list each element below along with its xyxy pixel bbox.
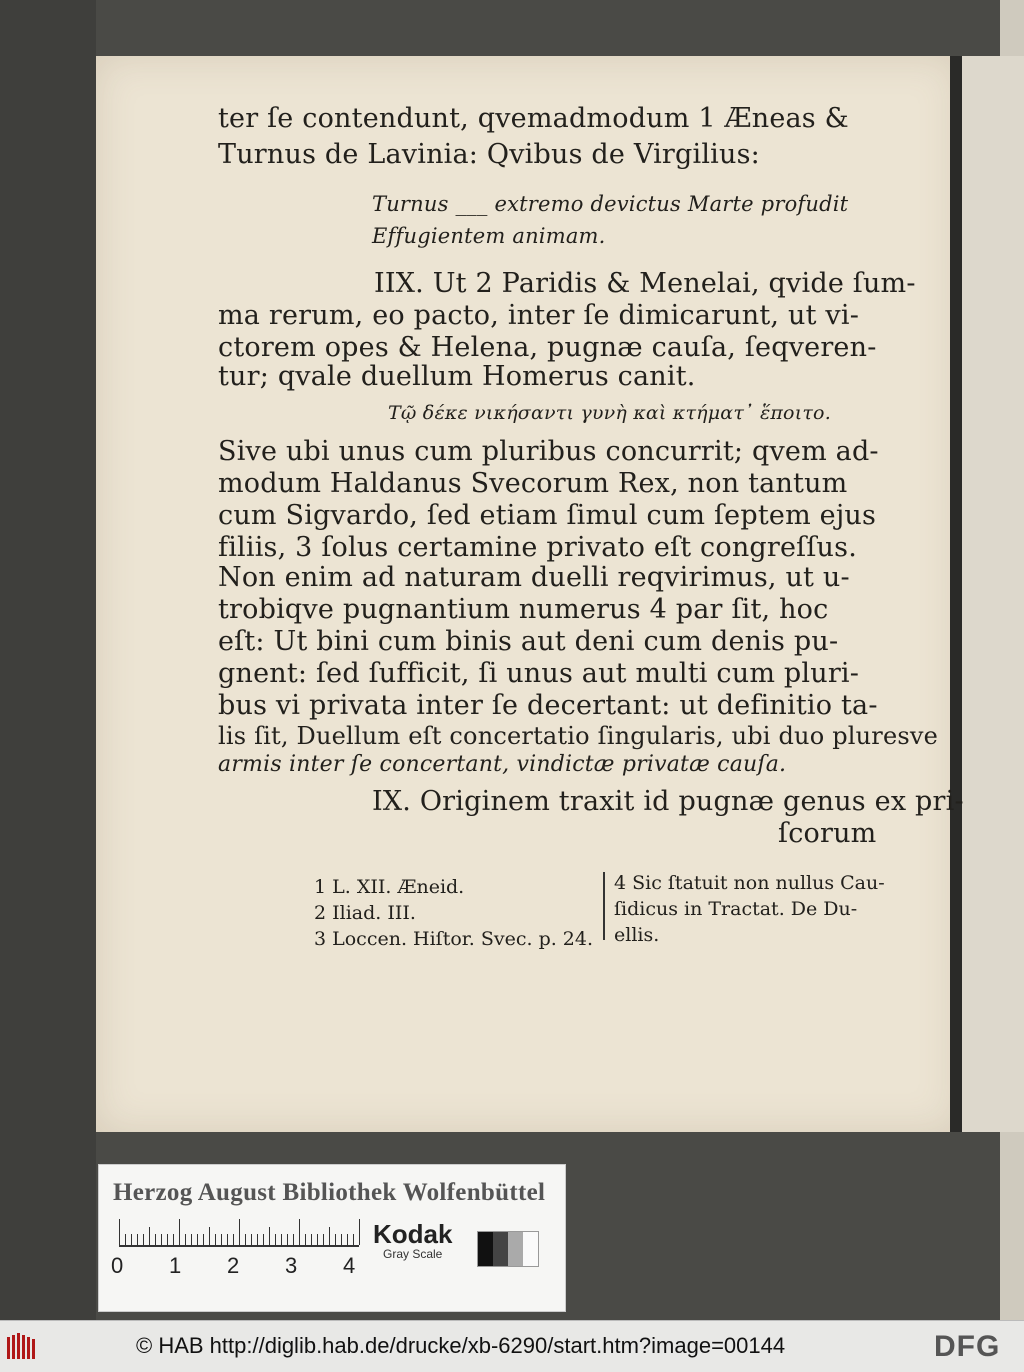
text-line: gnent: ſed ſufficit, ſi unus aut multi cum pluri- — [218, 658, 860, 689]
ruler-tick — [167, 1234, 168, 1245]
gray-patch — [508, 1232, 523, 1266]
gray-patch — [478, 1232, 493, 1266]
ruler-tick — [275, 1234, 276, 1245]
footnote: ellis. — [614, 924, 660, 946]
scan-left-margin — [0, 0, 96, 1320]
text-line: Non enim ad naturam duelli reqvirimus, ut u- — [218, 562, 850, 593]
verse-line: Effugientem animam. — [372, 224, 606, 248]
ruler-tick — [191, 1234, 192, 1245]
text-line: bus vi privata inter ſe decertant: ut definitio ta- — [218, 690, 878, 721]
ruler-tick — [137, 1234, 138, 1245]
gray-patches — [477, 1231, 539, 1267]
ruler-tick — [185, 1234, 186, 1245]
scale-ruler — [119, 1219, 359, 1247]
next-page-strip — [962, 56, 1024, 1132]
ruler-tick — [143, 1234, 144, 1245]
ruler-tick — [317, 1234, 318, 1245]
footer-bar — [0, 1320, 1024, 1372]
ruler-tick — [329, 1227, 330, 1245]
ruler-tick — [161, 1234, 162, 1245]
gray-patch — [493, 1232, 508, 1266]
text-line: filiis, 3 ſolus certamine privato eſt congreſſus. — [218, 532, 857, 563]
ruler-number: 3 — [285, 1253, 298, 1278]
library-name: Herzog August Bibliothek Wolfenbüttel — [113, 1179, 546, 1206]
ruler-tick — [281, 1234, 282, 1245]
ruler-tick — [269, 1227, 270, 1245]
ruler-tick — [287, 1234, 288, 1245]
definition-line: armis inter ſe concertant, vindictæ privatæ cauſa. — [218, 752, 787, 777]
ruler-tick — [239, 1219, 240, 1245]
text-line: ctorem opes & Helena, pugnæ cauſa, ſeqveren- — [218, 332, 877, 363]
ruler-tick — [209, 1227, 210, 1245]
footnote-divider — [603, 872, 605, 940]
ruler-tick — [353, 1234, 354, 1245]
text-line: eſt: Ut bini cum binis aut deni cum denis pu- — [218, 626, 839, 657]
ruler-tick — [245, 1234, 246, 1245]
ruler-tick — [251, 1234, 252, 1245]
ruler-tick — [335, 1234, 336, 1245]
ruler-tick — [179, 1219, 180, 1245]
text-line: ter ſe contendunt, qvemadmodum 1 Æneas & — [218, 103, 849, 134]
ruler-tick — [323, 1234, 324, 1245]
ruler-tick — [125, 1234, 126, 1245]
library-calibration-label — [98, 1164, 566, 1312]
ruler-tick — [221, 1234, 222, 1245]
footer-link[interactable]: © HAB http://diglib.hab.de/drucke/xb-6290/start.htm?image=00144 — [136, 1333, 786, 1358]
definition-line: lis ſit, Duellum eſt concertatio ſingularis, ubi duo pluresve — [218, 722, 939, 750]
text-line: Sive ubi unus cum pluribus concurrit; qvem ad- — [218, 436, 879, 467]
footnote: 2 Iliad. III. — [314, 902, 416, 924]
greek-quote: Τῷ δέκε νικήσαντι γυνὴ καὶ κτήματ᾽ ἕποιτο. — [388, 402, 831, 424]
ruler-tick — [311, 1234, 312, 1245]
ruler-tick — [119, 1219, 120, 1245]
verse-line: Turnus ___ extremo devictus Marte profudit — [372, 192, 849, 216]
ruler-tick — [347, 1234, 348, 1245]
text-line: trobiqve pugnantium numerus 4 par ſit, hoc — [218, 594, 829, 625]
footnote: 1 L. XII. Æneid. — [314, 876, 465, 898]
ruler-tick — [173, 1234, 174, 1245]
footnote: 4 Sic ſtatuit non nullus Cau- — [614, 872, 885, 894]
section-heading-line: IIX. Ut 2 Paridis & Menelai, qvide ſum- — [374, 268, 916, 299]
ruler-tick — [155, 1234, 156, 1245]
ruler-number: 2 — [227, 1253, 240, 1278]
gray-scale-caption: Gray Scale — [383, 1247, 443, 1261]
hab-logo-icon — [6, 1333, 40, 1361]
ruler-tick — [263, 1234, 264, 1245]
ruler-tick — [215, 1234, 216, 1245]
gray-patch — [523, 1232, 538, 1266]
ruler-tick — [299, 1219, 300, 1245]
kodak-logo: Kodak — [373, 1219, 453, 1249]
ruler-tick — [257, 1234, 258, 1245]
text-line: modum Haldanus Svecorum Rex, non tantum — [218, 468, 848, 499]
ruler-tick — [293, 1234, 294, 1245]
ruler-number: 1 — [169, 1253, 182, 1278]
text-line: cum Sigvardo, ſed etiam ſimul cum ſeptem ejus — [218, 500, 877, 531]
footnote: ſidicus in Tractat. De Du- — [614, 898, 858, 920]
ruler-number: 0 — [111, 1253, 124, 1278]
text-line: tur; qvale duellum Homerus canit. — [218, 361, 696, 392]
footnote: 3 Loccen. Hiſtor. Svec. p. 24. — [314, 928, 594, 950]
text-line: Turnus de Lavinia: Qvibus de Virgilius: — [218, 139, 760, 170]
ruler-tick — [341, 1234, 342, 1245]
ruler-tick — [149, 1227, 150, 1245]
ruler-tick — [197, 1234, 198, 1245]
ruler-tick — [233, 1234, 234, 1245]
ruler-tick — [131, 1234, 132, 1245]
ruler-tick — [227, 1234, 228, 1245]
text-line: ma rerum, eo pacto, inter ſe dimicarunt, ut vi- — [218, 300, 860, 331]
ruler-number: 4 — [343, 1253, 356, 1278]
catchword: ſcorum — [778, 818, 877, 849]
dfg-logo: DFG — [934, 1330, 1001, 1363]
section-heading-line: IX. Originem traxit id pugnæ genus ex pri- — [372, 786, 964, 817]
ruler-tick — [305, 1234, 306, 1245]
ruler-tick — [203, 1234, 204, 1245]
ruler-tick — [359, 1219, 360, 1245]
